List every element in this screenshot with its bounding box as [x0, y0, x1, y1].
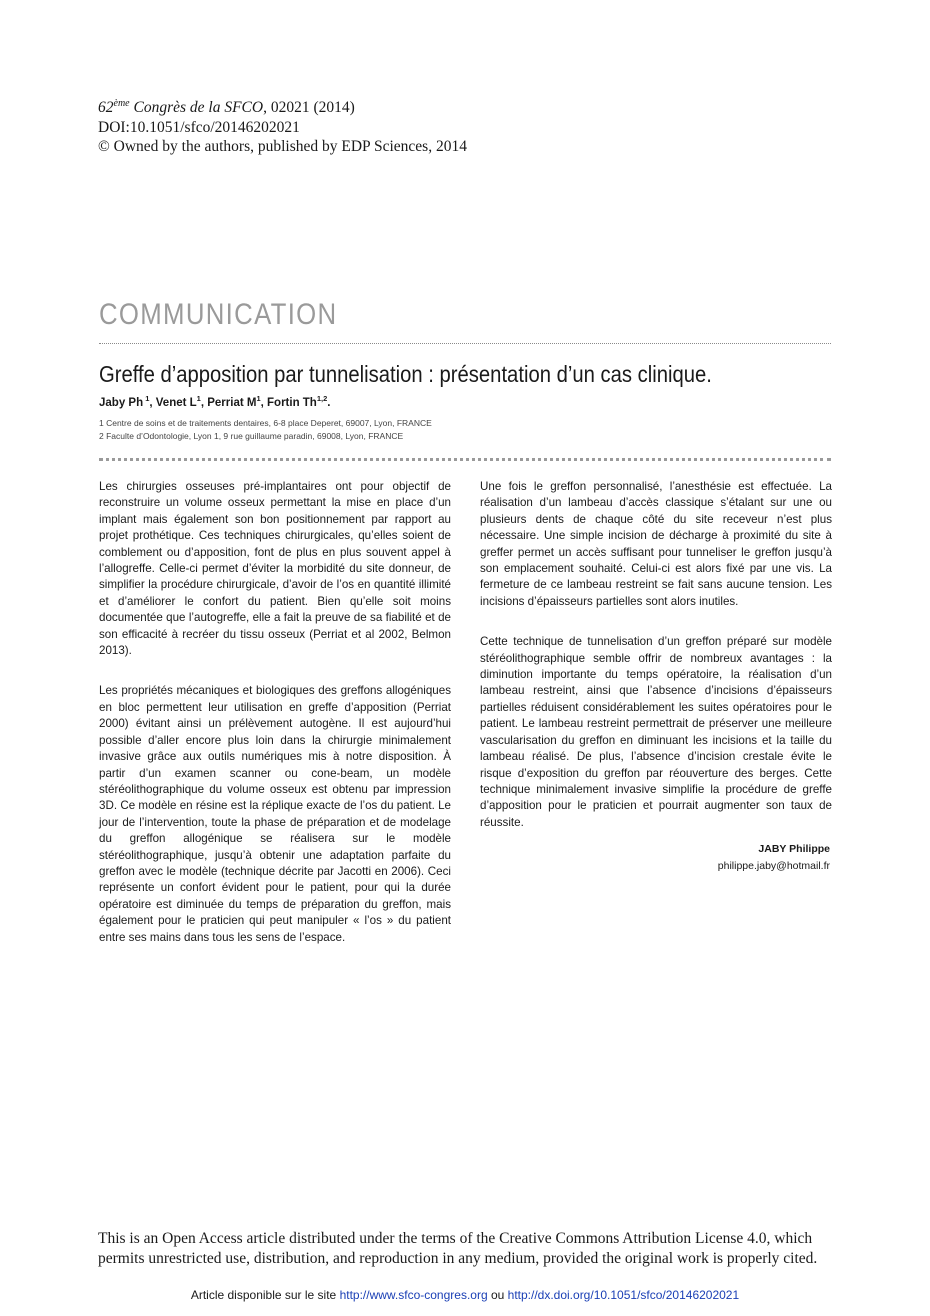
- conference-line: [98, 98, 467, 118]
- left-column: [99, 479, 451, 946]
- conference-ref: , 02021 (2014): [263, 99, 355, 116]
- signature-email: philippe.jaby@hotmail.fr: [717, 860, 830, 872]
- article-availability: [0, 1288, 930, 1302]
- license-line-2: permits unrestricted use, distribution, and reproduction in any medium, provided the original work is properly cited.: [98, 1249, 818, 1267]
- availability-prefix: Article disponible sur le site: [190, 1288, 340, 1302]
- section-label: COMMUNICATION: [99, 298, 338, 331]
- author-separator: ,: [260, 397, 268, 409]
- signature-name: JABY Philippe: [758, 843, 830, 855]
- doi-line: DOI:10.1051/sfco/20146202021: [98, 118, 300, 136]
- copyright-line: © Owned by the authors, published by EDP Sciences, 2014: [98, 138, 467, 155]
- paragraph: Une fois le greffon personnalisé, l’anesthésie est effectuée. La réalisation d’un lambeau d’accès classique s’étalant sur une ou plusieurs dents de chaque côté du site receveur n’est plus nécessaire. Une simple incision de décharge à proximité du site à greffer permet un accès suffisant pour tunneliser le greffon jusqu’à son emplacement souhaité. Celui-ci est alors fixé par une vis. La fermeture de ce lambeau restreint se fait sans aucune tension. Les incisions d’épaisseurs partielles sont alors inutiles.: [480, 480, 832, 608]
- journal-header: [98, 98, 467, 157]
- author-separator: ,: [200, 397, 208, 409]
- author-name: Jaby Ph: [99, 397, 144, 409]
- section-divider: [99, 343, 831, 344]
- availability-middle: ou: [487, 1288, 508, 1302]
- author-name: Fortin Th: [267, 397, 317, 409]
- author-separator: .: [327, 397, 331, 409]
- author-name: Perriat M: [207, 397, 257, 409]
- author-affiliation-mark: 1: [256, 394, 261, 403]
- conference-ordinal: ème: [113, 98, 130, 109]
- conference-number: 62: [98, 99, 114, 116]
- paragraph: Les propriétés mécaniques et biologiques des greffons allogéniques en bloc permettent leur utilisation en greffe d’apposition (Perriat 2000) évitant ainsi un prélèvement autogène. Il est aujourd’hui possible d’aller encore plus loin dans la chirurgie minimalement invasive grâce aux outils numériques mis à notre disposition. À partir d’un examen scanner ou cone-beam, un modèle stéréolithographique du volume osseux est obtenu par impression 3D. Ce modèle en résine est la réplique exacte de l’os du patient. Le jour de l’intervention, toute la phase de préparation et de modelage du greffon allogénique se réalisera sur le modèle stéréolithographique, jusqu’à obtenir une adaptation parfaite du greffon avec le modèle (technique décrite par Jacotti en 2006). Ceci représente un confort évident pour le patient, pour qui la durée opératoire est diminuée du temps de préparation du greffon, mais également pour le praticien qui peut manipuler « l’os » du patient entre ses mains dans tous les sens de l’espace.: [99, 684, 451, 944]
- doi-link[interactable]: http://dx.doi.org/10.1051/sfco/20146202021: [507, 1288, 740, 1302]
- author-affiliation-mark: 1: [196, 394, 201, 403]
- author-name: Venet L: [155, 397, 197, 409]
- license-notice: [98, 1229, 836, 1268]
- affiliation-1: 1 Centre de soins et de traitements dentaires, 6-8 place Deperet, 69007, Lyon, FRANCE: [99, 418, 432, 428]
- author-affiliation-mark: 1: [143, 394, 150, 403]
- abstract-divider: [99, 458, 831, 461]
- sfco-site-link[interactable]: http://www.sfco-congres.org: [339, 1288, 488, 1302]
- paragraph: Cette technique de tunnelisation d’un greffon préparé sur modèle stéréolithographique semble offrir de nombreux avantages : la diminution importante du temps opératoire, la réalisation d’un lambeau restreint, ainsi que l’absence d’incisions d’épaisseurs partielles réduisent considérablement les suites opératoires pour le patient. Le lambeau restreint permettrait de préserver une meilleure vascularisation du greffon en diminuant les incisions et la taille du lambeau réalisé. De plus, l’absence d’incision crestale évite le risque d’exposition du greffon par réouverture des berges. Cette technique minimalement invasive simplifie la procédure de greffe d’apposition pour le praticien et pourrait augmenter son taux de réussite.: [480, 635, 832, 829]
- author-separator: ,: [149, 397, 156, 409]
- author-affiliation-mark: 1,2: [316, 394, 328, 403]
- conference-name: Congrès de la SFCO: [129, 99, 264, 116]
- author-list: [99, 394, 331, 409]
- affiliation-2: 2 Faculte d’Odontologie, Lyon 1, 9 rue guillaume paradin, 69008, Lyon, FRANCE: [99, 431, 404, 441]
- license-line-1: This is an Open Access article distributed under the terms of the Creative Commons Attribution License 4.0, which: [98, 1230, 813, 1247]
- right-column: [480, 479, 832, 831]
- paragraph: Les chirurgies osseuses pré-implantaires ont pour objectif de reconstruire un volume osseux permettant la mise en place d’un implant mais également son bon positionnement par rapport au projet prothétique. Ces techniques chirurgicales, qu’elles soient de comblement ou d’apposition, font de plus en plus souvent appel à l’allogreffe. Celle-ci permet d’éviter la morbidité du site donneur, de simplifier la procédure chirurgicale, d’avoir de l’os en quantité illimité et d’améliorer le confort du patient. Bien qu’elle soit moins documentée que l’autogreffe, elle a fait la preuve de sa fiabilité et de son efficacité à recréer du tissu osseux (Perriat et al 2002, Belmon 2013).: [99, 480, 451, 658]
- article-title: Greffe d’apposition par tunnelisation : présentation d’un cas clinique.: [99, 361, 712, 387]
